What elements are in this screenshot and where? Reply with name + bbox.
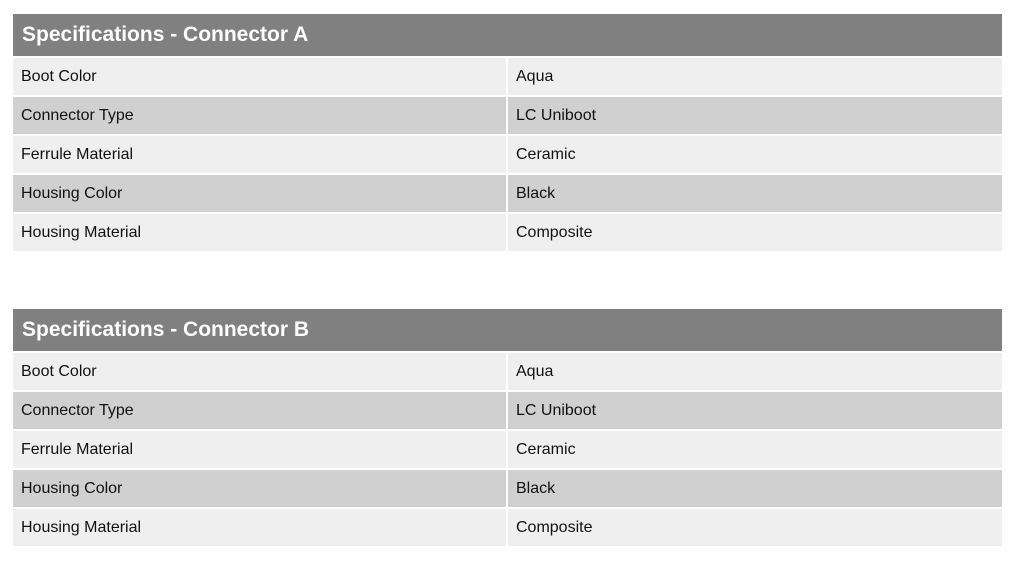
row-value: LC Uniboot xyxy=(508,97,1002,134)
specifications-table-connector-a xyxy=(13,14,1002,251)
row-value: Black xyxy=(508,470,1002,507)
row-label: Connector Type xyxy=(13,97,506,134)
table-row xyxy=(13,470,1002,507)
row-value: Composite xyxy=(508,214,1002,251)
table-row xyxy=(13,175,1002,212)
specifications-table-connector-b xyxy=(13,309,1002,546)
row-value: Black xyxy=(508,175,1002,212)
row-value: Aqua xyxy=(508,353,1002,390)
row-label: Housing Color xyxy=(13,175,506,212)
row-label: Boot Color xyxy=(13,58,506,95)
row-label: Boot Color xyxy=(13,353,506,390)
row-value: LC Uniboot xyxy=(508,392,1002,429)
row-label: Housing Color xyxy=(13,470,506,507)
table-row xyxy=(13,509,1002,546)
table-row xyxy=(13,136,1002,173)
table-title: Specifications - Connector A xyxy=(13,14,1002,56)
table-row xyxy=(13,97,1002,134)
row-value: Composite xyxy=(508,509,1002,546)
row-label: Ferrule Material xyxy=(13,136,506,173)
table-row xyxy=(13,214,1002,251)
table-row xyxy=(13,392,1002,429)
table-row xyxy=(13,58,1002,95)
table-body xyxy=(13,58,1002,251)
row-value: Ceramic xyxy=(508,136,1002,173)
row-value: Ceramic xyxy=(508,431,1002,468)
row-label: Housing Material xyxy=(13,214,506,251)
table-body xyxy=(13,353,1002,546)
row-label: Connector Type xyxy=(13,392,506,429)
table-title: Specifications - Connector B xyxy=(13,309,1002,351)
row-label: Housing Material xyxy=(13,509,506,546)
row-value: Aqua xyxy=(508,58,1002,95)
row-label: Ferrule Material xyxy=(13,431,506,468)
table-row xyxy=(13,353,1002,390)
table-row xyxy=(13,431,1002,468)
